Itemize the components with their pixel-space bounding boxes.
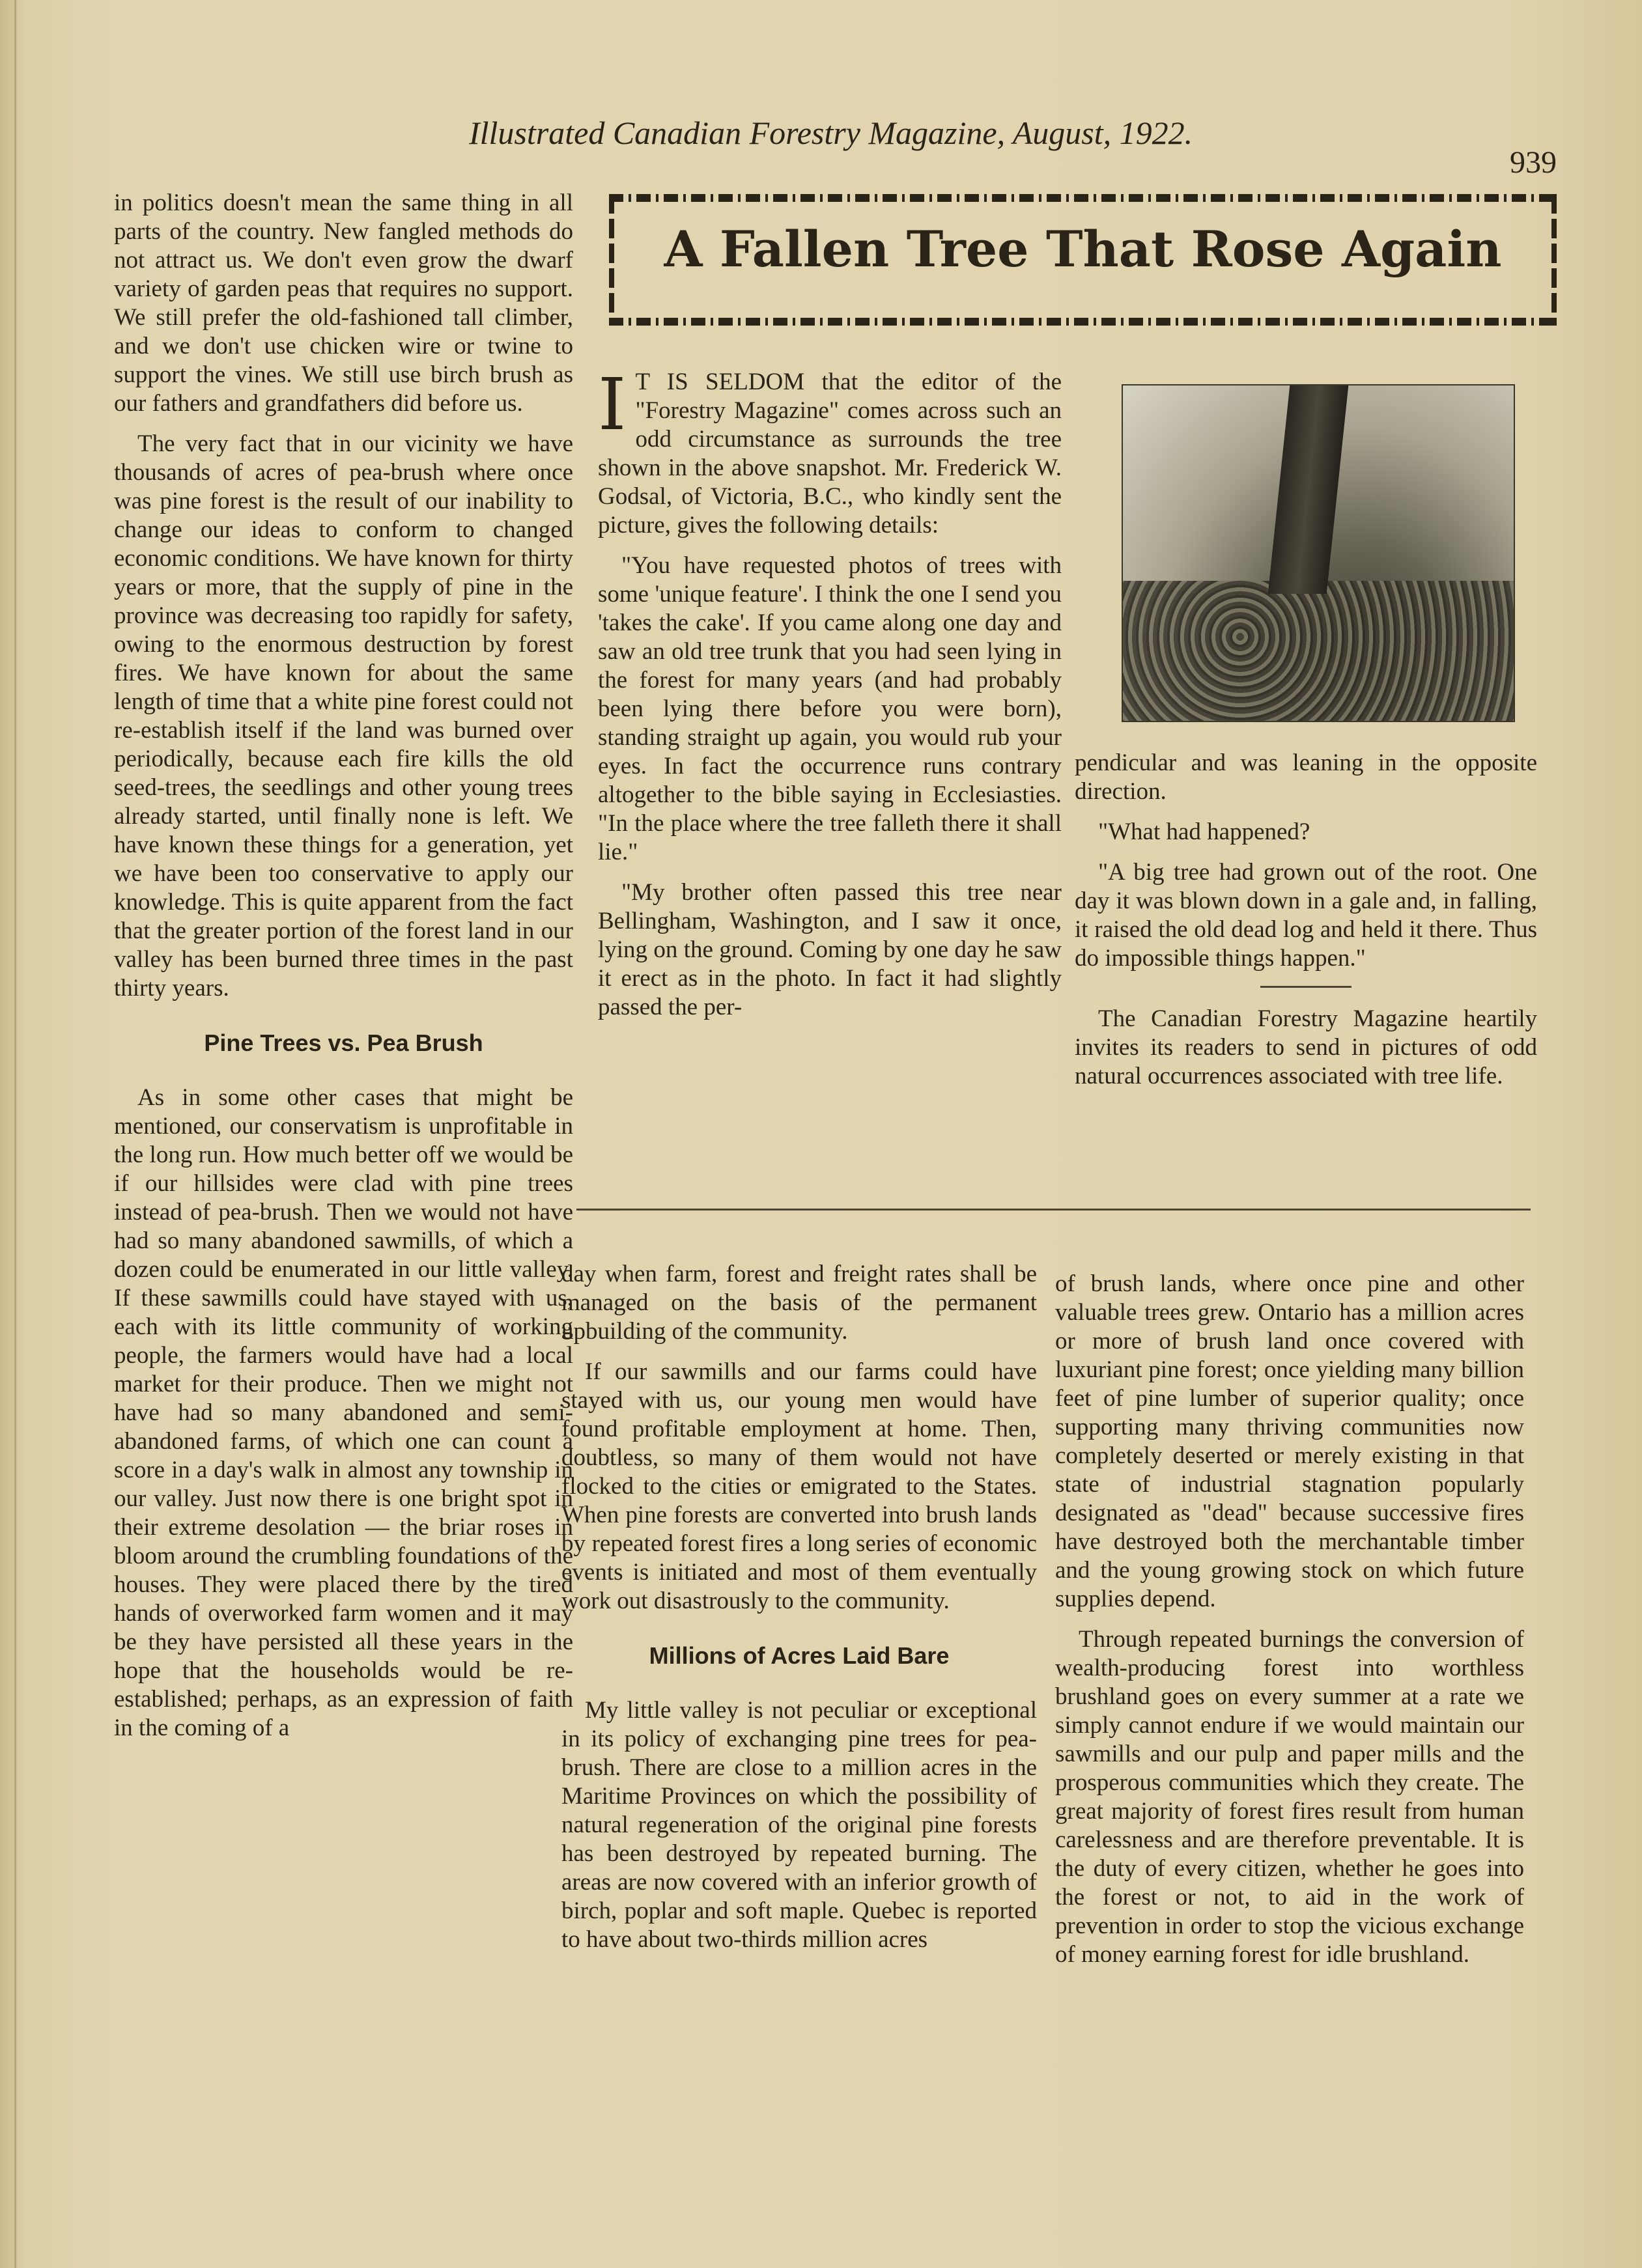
- section-heading-millions-of-acres: Millions of Acres Laid Bare: [649, 1642, 950, 1669]
- paragraph: The very fact that in our vicinity we have thousands of acres of pea-brush where once was pine forest is the result of our inability to change our ideas to conform to changed economic conditions. We have known for thirty years or more, that the supply of pine in the province was decreasing too rapidly for safety, owing to the enormous destruction by forest fires. We have known for about the same length of time that a white pine forest could not re-establish itself if the land was burned over periodically, because each fire kills the old seed-trees, the seedlings and other young trees already started, until finally none is left. We have known these things for a generation, yet we have been too conservative to apply our knowledge. This is quite apparent from the fact that the greater portion of the forest land in our valley has been burned three times in the past thirty years.: [114, 430, 573, 1001]
- paragraph: "A big tree had grown out of the root. One day it was blown down in a gale and, in falling, it raised the old dead log and held it there. Thus do impossible things happen.": [1075, 859, 1537, 972]
- reader-invitation: The Canadian Forestry Magazine heartily invites its readers to send in pictures of odd natural occurrences associated with tree life.: [1075, 1005, 1537, 1089]
- quote-paragraph: "You have requested photos of trees with some 'unique feature'. I think the one I send you 'takes the cake'. If you came along one day and saw an old tree trunk that you had seen lying in the forest for many years (and had probably been lying there before you were born), standing straight up again, you would rub your eyes. In fact the occurrence runs contrary altogether to the bible saying in Ecclesiasties. "In the place where the tree falleth there it shall lie.": [598, 552, 1062, 865]
- article-intro: [598, 363, 1062, 540]
- right-column: [1055, 1270, 1524, 1981]
- left-column: [114, 189, 573, 1754]
- middle-column: [561, 1260, 1037, 1966]
- paragraph: If our sawmills and our farms could have stayed with us, our young men would have found profitable employment at home. Then, doubtless, so many of them would not have flocked to the cities or emigrated to the States. When pine forests are converted into brush lands by repeated forest fires a long series of economic events is initiated and most of them eventually work out disastrously to the community.: [561, 1358, 1037, 1614]
- paragraph: As in some other cases that might be mentioned, our conservatism is unprofitable in the long run. How much better off we would be if our hillsides were clad with pine trees instead of pea-brush. Then we would not have had so many abandoned sawmills, of which a dozen could be enumerated in our little valley. If these sawmills could have stayed with us, each with its little community of working people, the farmers would have had a local market for their produce. Then we might not have had so many abandoned and semi-abandoned farms, of which one can count a score in a day's walk in almost any township in our valley. Just now there is one bright spot in their extreme desolation — the briar roses in bloom around the crumbling foundations of the houses. They were placed there by the tired hands of overworked farm women and it may be they have persisted all these years in the hope that the households would be re-established; perhaps, as an expression of faith in the coming of a: [114, 1084, 573, 1741]
- binding-gutter: [14, 0, 16, 2268]
- article-column-middle: [598, 363, 1062, 1033]
- photo-undergrowth: [1123, 581, 1514, 721]
- page-number: 939: [1510, 145, 1557, 180]
- paragraph: "What had happened?: [1098, 819, 1310, 845]
- article-title: A Fallen Tree That Rose Again: [664, 220, 1502, 278]
- article-column-right: [1075, 749, 1537, 1102]
- ornamental-border-top: [609, 194, 1557, 202]
- running-header: Illustrated Canadian Forestry Magazine, August, 1922.: [469, 115, 1193, 151]
- article-intro-text: T IS SELDOM that the editor of the "Forestry Magazine" comes across such an odd circumstance as surrounds the tree shown in the above snapshot. Mr. Frederick W. Godsal, of Victoria, B.C., who kindly sent the picture, gives the following details:: [598, 369, 1062, 539]
- paragraph: day when farm, forest and freight rates shall be managed on the basis of the permanent upbuilding of the community.: [561, 1261, 1037, 1345]
- ornamental-border-bottom: [609, 318, 1557, 326]
- divider-rule: [1260, 986, 1352, 988]
- paragraph: of brush lands, where once pine and other valuable trees grew. Ontario has a million acres or more of brush land once covered with luxuriant pine forest; once yielding many billion feet of pine lumber of superior quality; once supporting many thriving communities now completely deserted or merely existing in that state of industrial stagnation popularly designated as "dead" because successive fires have destroyed both the merchantable timber and the young growing stock on which future supplies depend.: [1055, 1270, 1524, 1612]
- tree-photo: [1122, 384, 1515, 722]
- paragraph: pendicular and was leaning in the opposite direction.: [1075, 749, 1537, 805]
- paragraph: in politics doesn't mean the same thing in all parts of the country. New fangled methods do not attract us. We don't even grow the dwarf variety of garden peas that requires no support. We still prefer the old-fashioned tall climber, and we don't use chicken wire or twine to support the vines. We still use birch brush as our fathers and grandfathers did before us.: [114, 189, 573, 417]
- article-title-box: [609, 194, 1557, 344]
- drop-cap: I: [598, 363, 627, 446]
- paragraph: My little valley is not peculiar or exceptional in its policy of exchanging pine trees for pea-brush. There are close to a million acres in the Maritime Provinces on which the possibility of natural regeneration of the original pine forests has been destroyed by repeated burning. The areas are now covered with an inferior growth of birch, poplar and soft maple. Quebec is reported to have about two-thirds million acres: [561, 1697, 1037, 1953]
- article-bottom-rule: [576, 1209, 1531, 1211]
- section-heading-pine-trees: Pine Trees vs. Pea Brush: [204, 1029, 483, 1056]
- quote-paragraph: "My brother often passed this tree near Bellingham, Washington, and I saw it once, lying on the ground. Coming by one day he saw it erect as in the photo. In fact it had slightly passed the per-: [598, 879, 1062, 1020]
- paragraph: Through repeated burnings the conversion of wealth-producing forest into worthless brushland goes on every summer at a rate we simply cannot endure if we would maintain our sawmills and our pulp and paper mills and the prosperous communities which they create. The great majority of forest fires result from human carelessness and are therefore preventable. It is the duty of every citizen, whether he goes into the forest or not, to aid in the work of prevention in order to stop the vicious exchange of money earning forest for idle brushland.: [1055, 1626, 1524, 1968]
- photo-tree-trunk: [1268, 384, 1350, 594]
